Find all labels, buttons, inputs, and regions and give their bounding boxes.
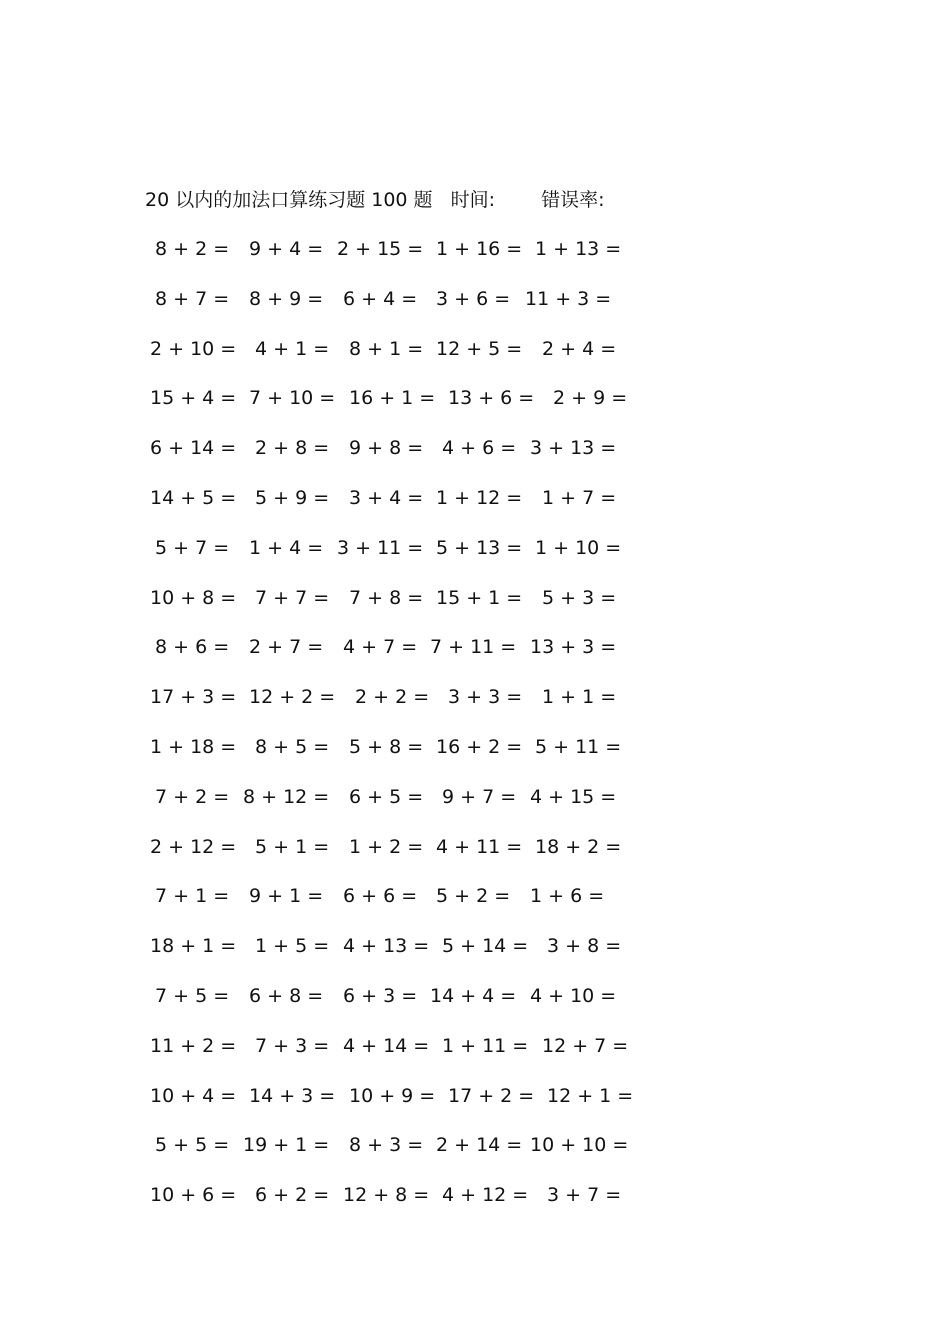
addition-problem: 1 + 5 = — [255, 935, 330, 958]
time-label: 时间: — [450, 189, 496, 211]
addition-problem: 5 + 11 = — [535, 735, 622, 758]
addition-problem: 5 + 1 = — [255, 835, 330, 858]
addition-problem: 4 + 7 = — [343, 636, 418, 659]
addition-problem: 7 + 2 = — [155, 785, 230, 808]
problem-row — [0, 384, 950, 434]
problem-row — [0, 733, 950, 783]
addition-problem: 10 + 10 = — [530, 1134, 629, 1157]
addition-problem: 2 + 12 = — [150, 835, 237, 858]
problem-row — [0, 982, 950, 1032]
addition-problem: 6 + 4 = — [343, 287, 418, 310]
addition-problem: 13 + 3 = — [530, 636, 617, 659]
addition-problem: 6 + 6 = — [343, 885, 418, 908]
addition-problem: 14 + 3 = — [249, 1084, 336, 1107]
addition-problem: 1 + 1 = — [542, 686, 617, 709]
addition-problem: 7 + 8 = — [349, 586, 424, 609]
addition-problem: 4 + 10 = — [530, 984, 617, 1007]
problem-row — [0, 1131, 950, 1181]
addition-problem: 12 + 1 = — [547, 1084, 634, 1107]
problem-row — [0, 932, 950, 982]
addition-problem: 8 + 6 = — [155, 636, 230, 659]
error-rate-label: 错误率: — [541, 189, 605, 211]
addition-problem: 5 + 2 = — [436, 885, 511, 908]
addition-problem: 8 + 7 = — [155, 287, 230, 310]
addition-problem: 4 + 14 = — [343, 1034, 430, 1057]
addition-problem: 4 + 11 = — [436, 835, 523, 858]
addition-problem: 11 + 3 = — [525, 287, 612, 310]
addition-problem: 7 + 7 = — [255, 586, 330, 609]
addition-problem: 2 + 2 = — [355, 686, 430, 709]
addition-problem: 5 + 9 = — [255, 486, 330, 509]
addition-problem: 1 + 13 = — [535, 238, 622, 260]
addition-problem: 14 + 5 = — [150, 486, 237, 509]
addition-problem: 4 + 15 = — [530, 785, 617, 808]
addition-problem: 9 + 8 = — [349, 437, 424, 460]
problem-row — [0, 285, 950, 335]
problem-row — [0, 484, 950, 534]
addition-problem: 12 + 8 = — [343, 1184, 430, 1207]
worksheet-header — [145, 186, 604, 214]
problem-row — [0, 1082, 950, 1132]
addition-problem: 1 + 12 = — [436, 486, 523, 509]
addition-problem: 2 + 4 = — [542, 337, 617, 360]
addition-problem: 12 + 5 = — [436, 337, 523, 360]
addition-problem: 1 + 2 = — [349, 835, 424, 858]
problem-row — [0, 833, 950, 883]
addition-problem: 2 + 10 = — [150, 337, 237, 360]
addition-problem: 1 + 10 = — [535, 536, 622, 559]
addition-problem: 4 + 12 = — [442, 1184, 529, 1207]
problem-row — [0, 235, 950, 285]
addition-problem: 18 + 1 = — [150, 935, 237, 958]
addition-problem: 4 + 1 = — [255, 337, 330, 360]
addition-problem: 2 + 8 = — [255, 437, 330, 460]
addition-problem: 5 + 5 = — [155, 1134, 230, 1157]
addition-problem: 15 + 1 = — [436, 586, 523, 609]
addition-problem: 1 + 18 = — [150, 735, 237, 758]
problem-grid — [0, 235, 950, 1231]
addition-problem: 9 + 1 = — [249, 885, 324, 908]
addition-problem: 1 + 16 = — [436, 238, 523, 260]
problem-row — [0, 534, 950, 584]
addition-problem: 3 + 8 = — [547, 935, 622, 958]
addition-problem: 17 + 2 = — [448, 1084, 535, 1107]
addition-problem: 6 + 5 = — [349, 785, 424, 808]
problem-row — [0, 1181, 950, 1231]
addition-problem: 7 + 10 = — [249, 387, 336, 410]
addition-problem: 4 + 6 = — [442, 437, 517, 460]
addition-problem: 1 + 11 = — [442, 1034, 529, 1057]
addition-problem: 8 + 5 = — [255, 735, 330, 758]
addition-problem: 3 + 7 = — [547, 1184, 622, 1207]
addition-problem: 3 + 4 = — [349, 486, 424, 509]
addition-problem: 6 + 14 = — [150, 437, 237, 460]
addition-problem: 14 + 4 = — [430, 984, 517, 1007]
addition-problem: 6 + 2 = — [255, 1184, 330, 1207]
addition-problem: 19 + 1 = — [243, 1134, 330, 1157]
addition-problem: 16 + 2 = — [436, 735, 523, 758]
addition-problem: 3 + 3 = — [448, 686, 523, 709]
addition-problem: 2 + 9 = — [553, 387, 628, 410]
addition-problem: 8 + 2 = — [155, 238, 230, 260]
addition-problem: 11 + 2 = — [150, 1034, 237, 1057]
addition-problem: 16 + 1 = — [349, 387, 436, 410]
addition-problem: 15 + 4 = — [150, 387, 237, 410]
addition-problem: 5 + 7 = — [155, 536, 230, 559]
worksheet-title: 20 以内的加法口算练习题 100 题 — [145, 189, 433, 211]
addition-problem: 2 + 7 = — [249, 636, 324, 659]
addition-problem: 18 + 2 = — [535, 835, 622, 858]
addition-problem: 12 + 7 = — [542, 1034, 629, 1057]
addition-problem: 2 + 14 = — [436, 1134, 523, 1157]
addition-problem: 9 + 4 = — [249, 238, 324, 260]
problem-row — [0, 683, 950, 733]
addition-problem: 7 + 5 = — [155, 984, 230, 1007]
problem-row — [0, 783, 950, 833]
problem-row — [0, 335, 950, 385]
addition-problem: 3 + 11 = — [337, 536, 424, 559]
problem-row — [0, 1032, 950, 1082]
addition-problem: 1 + 4 = — [249, 536, 324, 559]
addition-problem: 4 + 13 = — [343, 935, 430, 958]
addition-problem: 3 + 6 = — [436, 287, 511, 310]
addition-problem: 1 + 6 = — [530, 885, 605, 908]
addition-problem: 10 + 4 = — [150, 1084, 237, 1107]
addition-problem: 6 + 3 = — [343, 984, 418, 1007]
addition-problem: 8 + 12 = — [243, 785, 330, 808]
addition-problem: 9 + 7 = — [442, 785, 517, 808]
problem-row — [0, 633, 950, 683]
addition-problem: 3 + 13 = — [530, 437, 617, 460]
problem-row — [0, 434, 950, 484]
addition-problem: 8 + 9 = — [249, 287, 324, 310]
addition-problem: 8 + 3 = — [349, 1134, 424, 1157]
addition-problem: 8 + 1 = — [349, 337, 424, 360]
addition-problem: 7 + 1 = — [155, 885, 230, 908]
addition-problem: 1 + 7 = — [542, 486, 617, 509]
addition-problem: 10 + 9 = — [349, 1084, 436, 1107]
addition-problem: 5 + 8 = — [349, 735, 424, 758]
addition-problem: 13 + 6 = — [448, 387, 535, 410]
addition-problem: 7 + 11 = — [430, 636, 517, 659]
problem-row — [0, 882, 950, 932]
addition-problem: 2 + 15 = — [337, 238, 424, 260]
addition-problem: 6 + 8 = — [249, 984, 324, 1007]
addition-problem: 17 + 3 = — [150, 686, 237, 709]
addition-problem: 5 + 3 = — [542, 586, 617, 609]
addition-problem: 12 + 2 = — [249, 686, 336, 709]
problem-row — [0, 584, 950, 634]
addition-problem: 5 + 14 = — [442, 935, 529, 958]
addition-problem: 10 + 6 = — [150, 1184, 237, 1207]
addition-problem: 10 + 8 = — [150, 586, 237, 609]
addition-problem: 7 + 3 = — [255, 1034, 330, 1057]
addition-problem: 5 + 13 = — [436, 536, 523, 559]
